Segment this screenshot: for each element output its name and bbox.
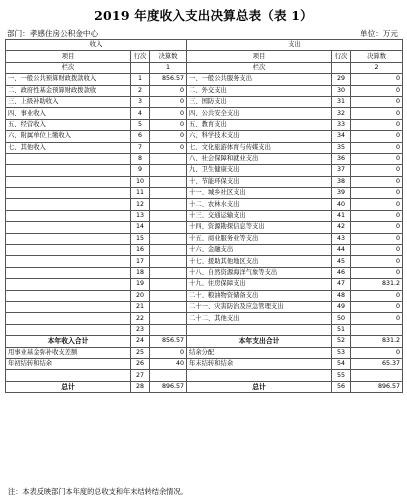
income-rowno-cell: 25 bbox=[131, 347, 150, 358]
income-item-cell bbox=[6, 233, 131, 244]
income-rowno-cell: 3 bbox=[131, 96, 150, 107]
table-row bbox=[6, 74, 403, 85]
income-item-cell bbox=[6, 279, 131, 290]
income-amount-cell: 0 bbox=[150, 119, 187, 130]
unit-label: 单位：万元 bbox=[360, 29, 398, 38]
expense-rowno-cell: 42 bbox=[332, 222, 351, 233]
income-amount-cell: 0 bbox=[150, 142, 187, 153]
income-rowno-cell: 8 bbox=[131, 153, 150, 164]
expense-item-cell: 三、国防支出 bbox=[187, 96, 332, 107]
expense-amount-cell: 0 bbox=[351, 165, 403, 176]
income-rowno-cell: 17 bbox=[131, 256, 150, 267]
expense-amount-cell: 0 bbox=[351, 131, 403, 142]
expense-amount-cell: 0 bbox=[351, 290, 403, 301]
section-header-row bbox=[6, 40, 403, 51]
expense-rowno-cell: 33 bbox=[332, 119, 351, 130]
expense-amount-cell: 0 bbox=[351, 222, 403, 233]
table-row bbox=[6, 199, 403, 210]
income-amount-cell bbox=[150, 290, 187, 301]
income-amount-cell bbox=[150, 313, 187, 324]
expense-rowno-cell: 55 bbox=[332, 370, 351, 381]
income-item-cell bbox=[6, 301, 131, 312]
expense-amount-cell: 0 bbox=[351, 210, 403, 221]
expense-amount-cell: 0 bbox=[351, 153, 403, 164]
expense-item-cell: 十四、资源勘探信息等支出 bbox=[187, 222, 332, 233]
expense-rowno-cell: 37 bbox=[332, 165, 351, 176]
income-item-cell: 年初结转和结余 bbox=[6, 358, 131, 369]
income-item-cell bbox=[6, 165, 131, 176]
expense-amount-cell: 0 bbox=[351, 176, 403, 187]
table-row bbox=[6, 108, 403, 119]
income-item-cell bbox=[6, 210, 131, 221]
income-item-cell bbox=[6, 313, 131, 324]
income-item-cell: 五、经营收入 bbox=[6, 119, 131, 130]
table-row bbox=[6, 142, 403, 153]
expense-col-label: 栏次 bbox=[187, 62, 332, 73]
income-rowno-cell: 7 bbox=[131, 142, 150, 153]
expense-rowno-cell: 40 bbox=[332, 199, 351, 210]
income-amount-cell bbox=[150, 370, 187, 381]
income-item-cell bbox=[6, 256, 131, 267]
table-row bbox=[6, 256, 403, 267]
table-row bbox=[6, 233, 403, 244]
expense-item-cell: 一、一般公共服务支出 bbox=[187, 74, 332, 85]
income-item-cell bbox=[6, 245, 131, 256]
income-amount-cell bbox=[150, 176, 187, 187]
income-rowno-cell: 2 bbox=[131, 85, 150, 96]
expense-item-cell: 二十一、灾害防治及应急管理支出 bbox=[187, 301, 332, 312]
expense-item-cell: 十、节能环保支出 bbox=[187, 176, 332, 187]
expense-rowno-cell: 41 bbox=[332, 210, 351, 221]
expense-item-cell: 十一、城乡社区支出 bbox=[187, 188, 332, 199]
expense-item-cell: 六、科学技术支出 bbox=[187, 131, 332, 142]
income-rowno-cell: 11 bbox=[131, 188, 150, 199]
expense-rowno-cell: 51 bbox=[332, 324, 351, 335]
income-rowno-cell: 20 bbox=[131, 290, 150, 301]
income-item-cell: 总计 bbox=[6, 381, 131, 392]
expense-col-number: 2 bbox=[351, 62, 403, 73]
expense-rowno-cell: 32 bbox=[332, 108, 351, 119]
income-expense-table bbox=[5, 39, 403, 393]
expense-item-cell: 五、教育支出 bbox=[187, 119, 332, 130]
table-row bbox=[6, 165, 403, 176]
income-amount-cell bbox=[150, 153, 187, 164]
income-item-cell bbox=[6, 176, 131, 187]
income-item-cell bbox=[6, 267, 131, 278]
expense-amount-cell: 0 bbox=[351, 119, 403, 130]
table-row bbox=[6, 210, 403, 221]
income-item-cell bbox=[6, 188, 131, 199]
expense-item-cell: 八、社会保障和就业支出 bbox=[187, 153, 332, 164]
report-title: 2019 年度收入支出决算总表（表 1） bbox=[94, 8, 313, 23]
expense-amount-cell: 0 bbox=[351, 142, 403, 153]
expense-amount-cell: 0 bbox=[351, 256, 403, 267]
expense-rowno-cell: 36 bbox=[332, 153, 351, 164]
income-item-cell bbox=[6, 153, 131, 164]
income-col-blank bbox=[131, 62, 150, 73]
expense-item-cell: 结余分配 bbox=[187, 347, 332, 358]
expense-rowno-cell: 34 bbox=[332, 131, 351, 142]
expense-item-cell: 年末结转和结余 bbox=[187, 358, 332, 369]
income-amount-cell: 896.57 bbox=[150, 381, 187, 392]
expense-item-cell: 十二、农林水支出 bbox=[187, 199, 332, 210]
income-rowno-cell: 10 bbox=[131, 176, 150, 187]
expense-rowno-cell: 30 bbox=[332, 85, 351, 96]
income-amount-cell: 856.57 bbox=[150, 336, 187, 347]
summary-row bbox=[6, 381, 403, 392]
income-rowno-header: 行次 bbox=[131, 51, 150, 62]
income-item-cell bbox=[6, 324, 131, 335]
income-amount-cell bbox=[150, 210, 187, 221]
table-row bbox=[6, 313, 403, 324]
expense-item-header: 项目 bbox=[187, 51, 332, 62]
expense-item-cell: 七、文化旅游体育与传媒支出 bbox=[187, 142, 332, 153]
income-rowno-cell: 13 bbox=[131, 210, 150, 221]
expense-amount-cell bbox=[351, 370, 403, 381]
income-rowno-cell: 27 bbox=[131, 370, 150, 381]
expense-rowno-cell: 49 bbox=[332, 301, 351, 312]
income-amount-cell: 0 bbox=[150, 96, 187, 107]
expense-amount-cell: 0 bbox=[351, 96, 403, 107]
income-rowno-cell: 9 bbox=[131, 165, 150, 176]
income-rowno-cell: 18 bbox=[131, 267, 150, 278]
expense-amount-cell: 0 bbox=[351, 301, 403, 312]
expense-item-cell: 四、公共安全支出 bbox=[187, 108, 332, 119]
expense-item-cell: 二、外交支出 bbox=[187, 85, 332, 96]
expense-section-header: 支出 bbox=[187, 40, 403, 51]
expense-rowno-cell: 45 bbox=[332, 256, 351, 267]
income-rowno-cell: 28 bbox=[131, 381, 150, 392]
expense-rowno-cell: 48 bbox=[332, 290, 351, 301]
expense-amount-cell: 65.37 bbox=[351, 358, 403, 369]
expense-amount-cell: 0 bbox=[351, 313, 403, 324]
income-amount-cell bbox=[150, 188, 187, 199]
expense-amount-cell: 0 bbox=[351, 85, 403, 96]
income-rowno-cell: 5 bbox=[131, 119, 150, 130]
income-item-cell: 七、其他收入 bbox=[6, 142, 131, 153]
expense-item-cell bbox=[187, 370, 332, 381]
income-rowno-cell: 16 bbox=[131, 245, 150, 256]
expense-amount-header: 决算数 bbox=[351, 51, 403, 62]
income-item-cell: 用事业基金弥补收支差额 bbox=[6, 347, 131, 358]
income-amount-cell: 0 bbox=[150, 85, 187, 96]
expense-rowno-cell: 44 bbox=[332, 245, 351, 256]
expense-rowno-cell: 38 bbox=[332, 176, 351, 187]
expense-rowno-cell: 53 bbox=[332, 347, 351, 358]
income-section-header: 收入 bbox=[6, 40, 187, 51]
income-amount-cell bbox=[150, 222, 187, 233]
expense-amount-cell bbox=[351, 324, 403, 335]
income-rowno-cell: 24 bbox=[131, 336, 150, 347]
summary-row bbox=[6, 336, 403, 347]
expense-rowno-cell: 54 bbox=[332, 358, 351, 369]
income-amount-cell: 0 bbox=[150, 347, 187, 358]
income-rowno-cell: 15 bbox=[131, 233, 150, 244]
table-row bbox=[6, 279, 403, 290]
expense-item-cell: 本年支出合计 bbox=[187, 336, 332, 347]
income-col-label: 栏次 bbox=[6, 62, 131, 73]
table-row bbox=[6, 290, 403, 301]
table-row bbox=[6, 301, 403, 312]
income-rowno-cell: 4 bbox=[131, 108, 150, 119]
income-amount-cell: 0 bbox=[150, 108, 187, 119]
summary-row bbox=[6, 358, 403, 369]
expense-rowno-cell: 46 bbox=[332, 267, 351, 278]
expense-item-cell: 二十二、其他支出 bbox=[187, 313, 332, 324]
income-rowno-cell: 12 bbox=[131, 199, 150, 210]
table-row bbox=[6, 245, 403, 256]
expense-amount-cell: 0 bbox=[351, 245, 403, 256]
expense-amount-cell: 896.57 bbox=[351, 381, 403, 392]
income-item-cell: 二、政府性基金预算财政拨款收 bbox=[6, 85, 131, 96]
income-amount-cell bbox=[150, 245, 187, 256]
income-item-cell bbox=[6, 290, 131, 301]
income-amount-cell bbox=[150, 301, 187, 312]
income-amount-header: 决算数 bbox=[150, 51, 187, 62]
table-row bbox=[6, 131, 403, 142]
expense-rowno-cell: 47 bbox=[332, 279, 351, 290]
income-amount-cell bbox=[150, 233, 187, 244]
summary-row bbox=[6, 370, 403, 381]
income-rowno-cell: 6 bbox=[131, 131, 150, 142]
income-rowno-cell: 23 bbox=[131, 324, 150, 335]
expense-rowno-cell: 31 bbox=[332, 96, 351, 107]
expense-rowno-cell: 56 bbox=[332, 381, 351, 392]
expense-amount-cell: 0 bbox=[351, 267, 403, 278]
expense-item-cell: 十三、交通运输支出 bbox=[187, 210, 332, 221]
expense-item-cell: 十七、援助其他地区支出 bbox=[187, 256, 332, 267]
expense-rowno-cell: 52 bbox=[332, 336, 351, 347]
table-row bbox=[6, 267, 403, 278]
income-amount-cell bbox=[150, 199, 187, 210]
expense-amount-cell: 0 bbox=[351, 108, 403, 119]
income-item-cell: 六、附属单位上缴收入 bbox=[6, 131, 131, 142]
income-item-cell bbox=[6, 370, 131, 381]
expense-amount-cell: 831.2 bbox=[351, 336, 403, 347]
table-row bbox=[6, 324, 403, 335]
column-header-row bbox=[6, 51, 403, 62]
expense-amount-cell: 0 bbox=[351, 188, 403, 199]
expense-item-cell: 九、卫生健康支出 bbox=[187, 165, 332, 176]
income-amount-cell bbox=[150, 165, 187, 176]
table-row bbox=[6, 188, 403, 199]
income-amount-cell bbox=[150, 324, 187, 335]
expense-item-cell: 十八、自然资源海洋气象等支出 bbox=[187, 267, 332, 278]
income-amount-cell: 40 bbox=[150, 358, 187, 369]
income-item-cell: 四、事业收入 bbox=[6, 108, 131, 119]
expense-amount-cell: 0 bbox=[351, 199, 403, 210]
income-item-cell: 本年收入合计 bbox=[6, 336, 131, 347]
income-item-header: 项目 bbox=[6, 51, 131, 62]
table-row bbox=[6, 85, 403, 96]
income-amount-cell bbox=[150, 256, 187, 267]
expense-rowno-cell: 35 bbox=[332, 142, 351, 153]
income-item-cell: 一、一般公共预算财政拨款收入 bbox=[6, 74, 131, 85]
department-label: 部门：孝感住房公积金中心 bbox=[7, 29, 99, 38]
expense-amount-cell: 0 bbox=[351, 233, 403, 244]
table-row bbox=[6, 119, 403, 130]
expense-item-cell: 二十、粮油物资储备支出 bbox=[187, 290, 332, 301]
income-rowno-cell: 26 bbox=[131, 358, 150, 369]
expense-rowno-cell: 29 bbox=[332, 74, 351, 85]
income-item-cell: 三、上级补助收入 bbox=[6, 96, 131, 107]
income-col-number: 1 bbox=[150, 62, 187, 73]
expense-rowno-cell: 50 bbox=[332, 313, 351, 324]
expense-amount-cell: 0 bbox=[351, 347, 403, 358]
income-amount-cell: 0 bbox=[150, 131, 187, 142]
footnote: 注：本表反映部门本年度的总收支和年末结转结余情况。 bbox=[8, 487, 188, 496]
expense-item-cell bbox=[187, 324, 332, 335]
income-item-cell bbox=[6, 199, 131, 210]
income-rowno-cell: 19 bbox=[131, 279, 150, 290]
column-index-row bbox=[6, 62, 403, 73]
expense-rowno-header: 行次 bbox=[332, 51, 351, 62]
table-row bbox=[6, 96, 403, 107]
expense-item-cell: 总计 bbox=[187, 381, 332, 392]
expense-item-cell: 十九、住房保障支出 bbox=[187, 279, 332, 290]
expense-rowno-cell: 39 bbox=[332, 188, 351, 199]
income-rowno-cell: 21 bbox=[131, 301, 150, 312]
table-row bbox=[6, 176, 403, 187]
expense-rowno-cell: 43 bbox=[332, 233, 351, 244]
table-row bbox=[6, 153, 403, 164]
income-amount-cell bbox=[150, 279, 187, 290]
summary-row bbox=[6, 347, 403, 358]
expense-amount-cell: 831.2 bbox=[351, 279, 403, 290]
expense-amount-cell: 0 bbox=[351, 74, 403, 85]
income-rowno-cell: 22 bbox=[131, 313, 150, 324]
income-amount-cell: 856.57 bbox=[150, 74, 187, 85]
expense-item-cell: 十五、商业服务业等支出 bbox=[187, 233, 332, 244]
expense-item-cell: 十六、金融支出 bbox=[187, 245, 332, 256]
income-item-cell bbox=[6, 222, 131, 233]
income-rowno-cell: 14 bbox=[131, 222, 150, 233]
income-amount-cell bbox=[150, 267, 187, 278]
expense-col-blank bbox=[332, 62, 351, 73]
income-rowno-cell: 1 bbox=[131, 74, 150, 85]
table-row bbox=[6, 222, 403, 233]
